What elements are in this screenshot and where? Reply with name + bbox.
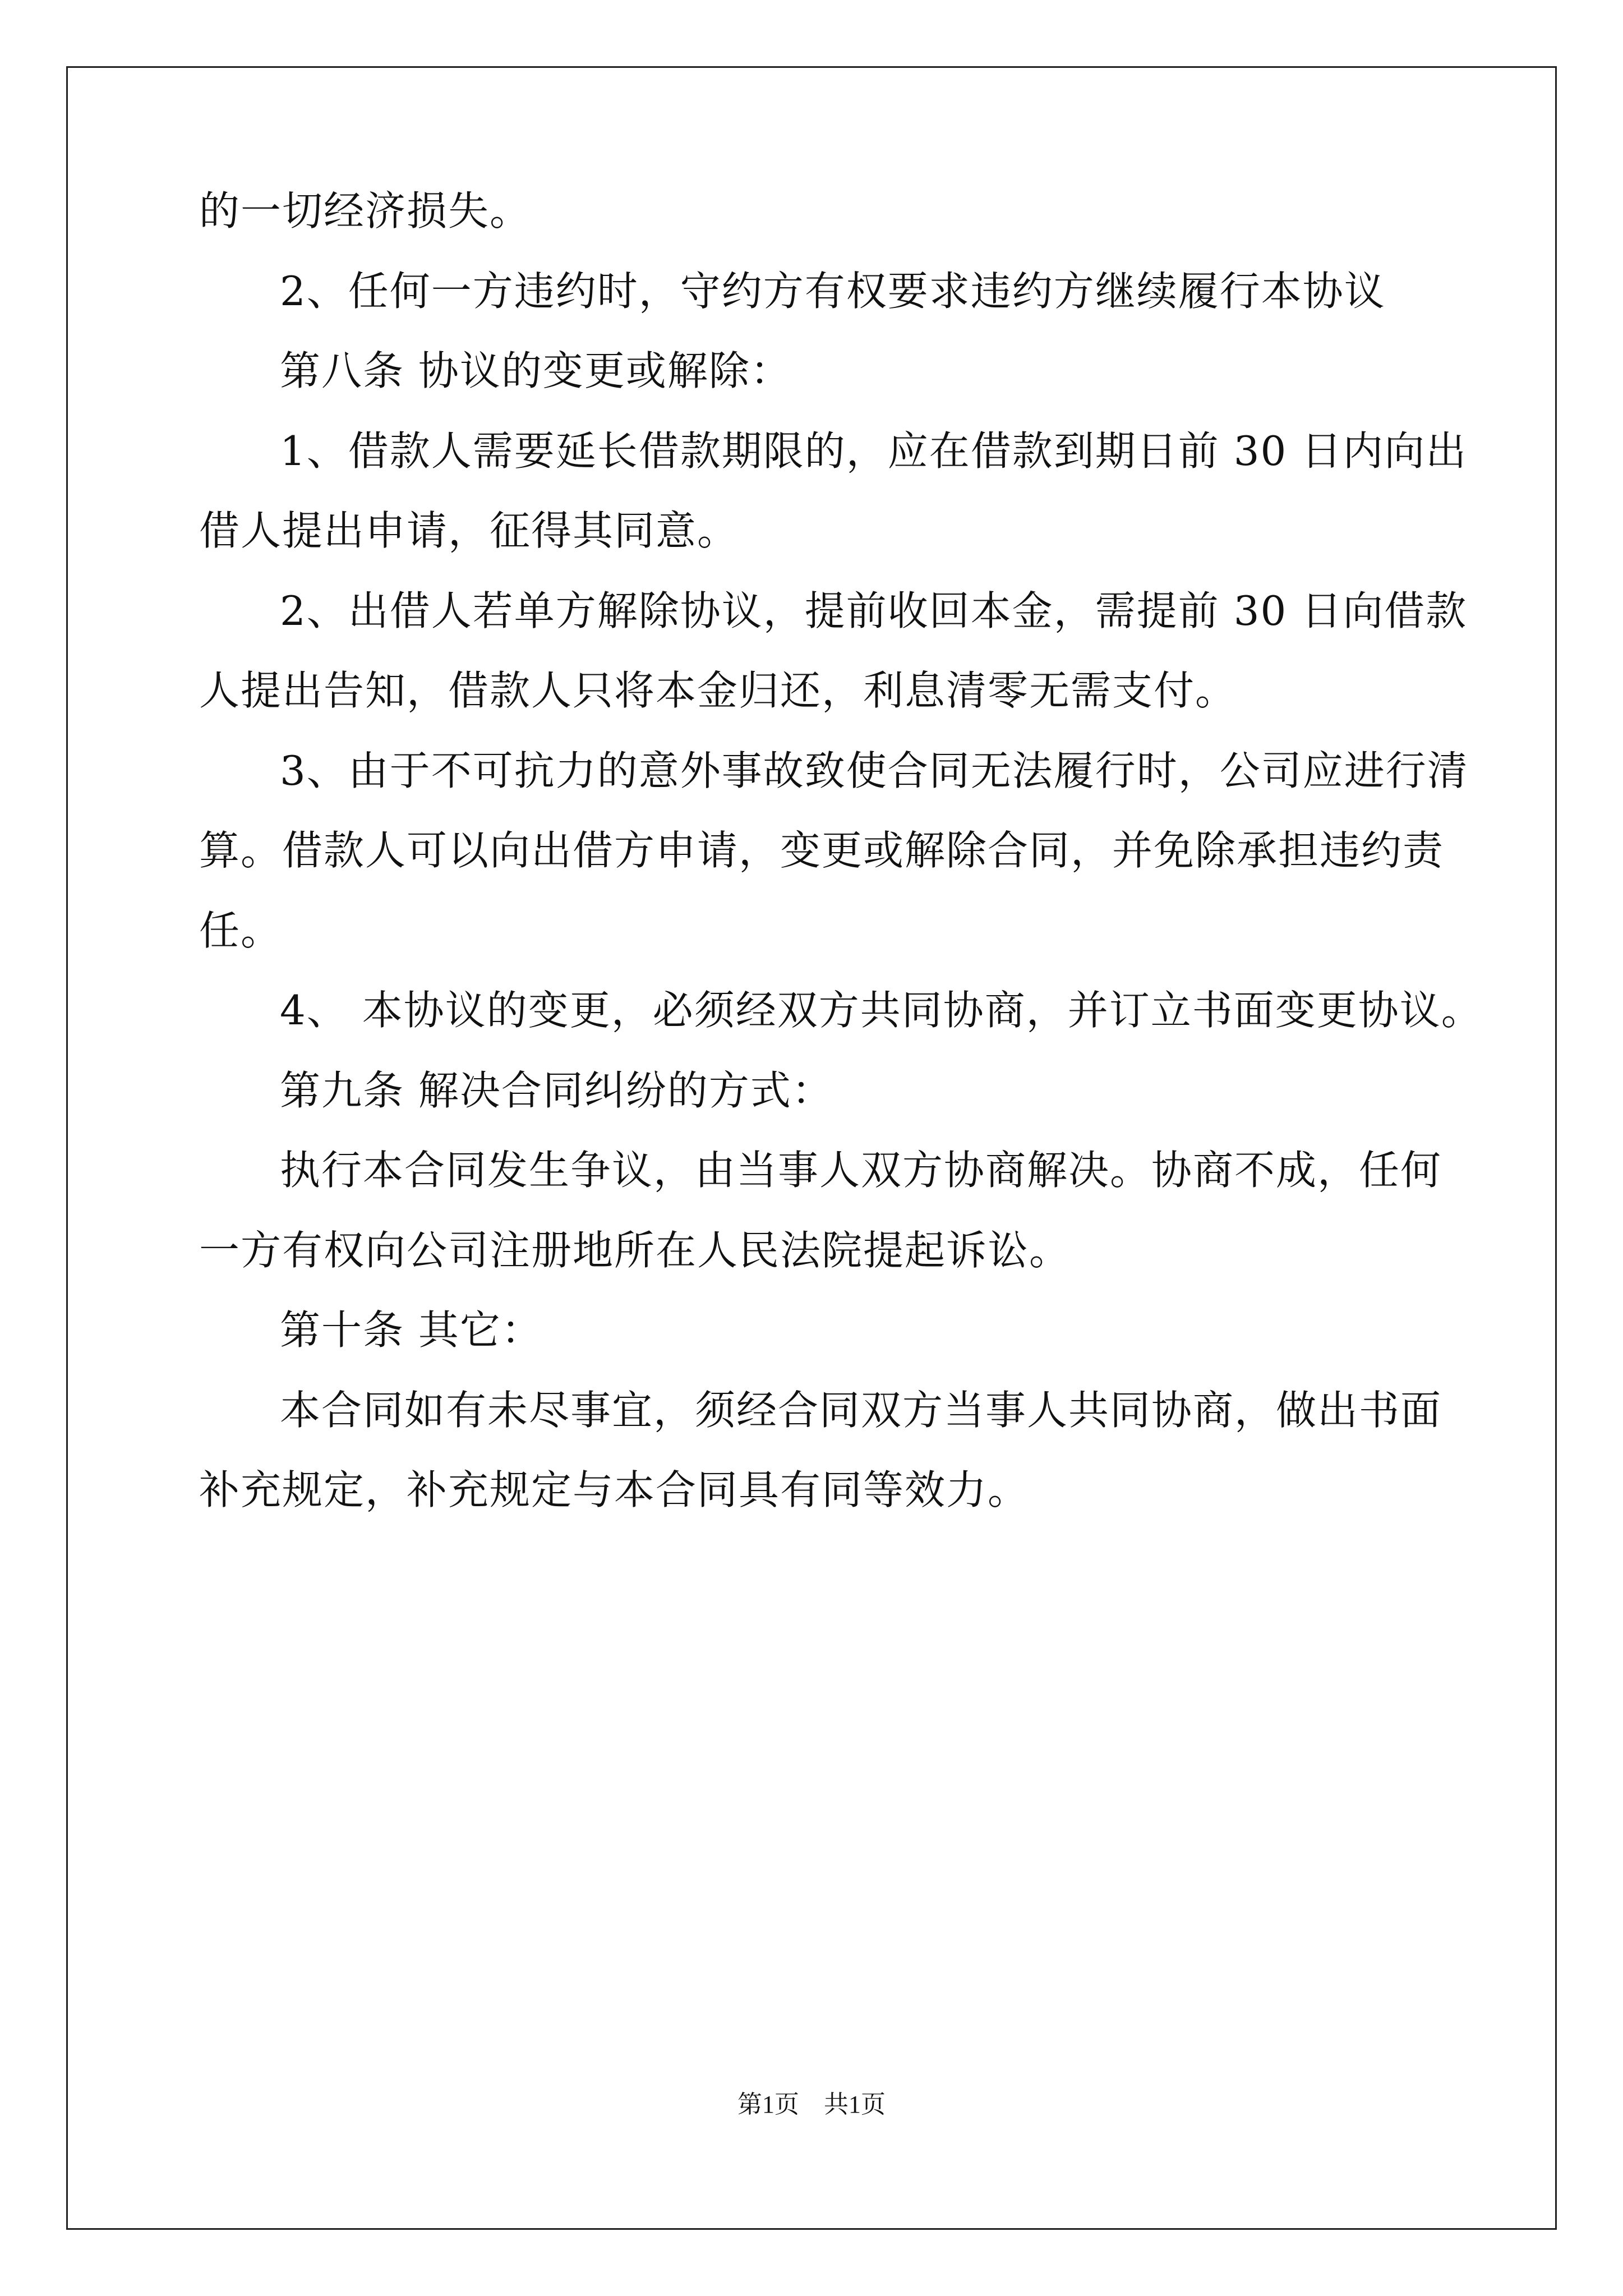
text-line: 本合同如有未尽事宜，须经合同双方当事人共同协商，做出书面 (280, 1386, 1442, 1434)
section-heading: 第九条 解决合同纠纷的方式： (280, 1066, 833, 1114)
text-line: 1、借款人需要延长借款期限的，应在借款到期日前 30 日内向出 (280, 427, 1468, 475)
text-line: 算。借款人可以向出借方申请，变更或解除合同，并免除承担违约责 (199, 827, 1445, 874)
text-line: 任。 (199, 907, 283, 954)
section-heading: 第十条 其它： (280, 1306, 543, 1354)
section-heading: 第八条 协议的变更或解除： (280, 347, 792, 394)
text-line: 2、任何一方违约时，守约方有权要求违约方继续履行本协议 (280, 267, 1386, 315)
text-line: 4、 本协议的变更，必须经双方共同协商，并订立书面变更协议。 (280, 987, 1483, 1034)
text-line: 的一切经济损失。 (199, 187, 532, 234)
text-line: 3、由于不可抗力的意外事故致使合同无法履行时，公司应进行清 (280, 747, 1469, 794)
text-line: 补充规定，补充规定与本合同具有同等效力。 (199, 1466, 1030, 1513)
page-number-footer: 第1页 共1页 (737, 2091, 886, 2118)
text-line: 人提出告知，借款人只将本金归还，利息清零无需支付。 (199, 667, 1237, 714)
text-line: 借人提出申请，征得其同意。 (199, 507, 739, 554)
text-line: 执行本合同发生争议，由当事人双方协商解决。协商不成，任何 (280, 1147, 1442, 1194)
text-line: 2、出借人若单方解除协议，提前收回本金，需提前 30 日向借款 (280, 587, 1468, 634)
text-line: 一方有权向公司注册地所在人民法院提起诉讼。 (199, 1226, 1071, 1274)
